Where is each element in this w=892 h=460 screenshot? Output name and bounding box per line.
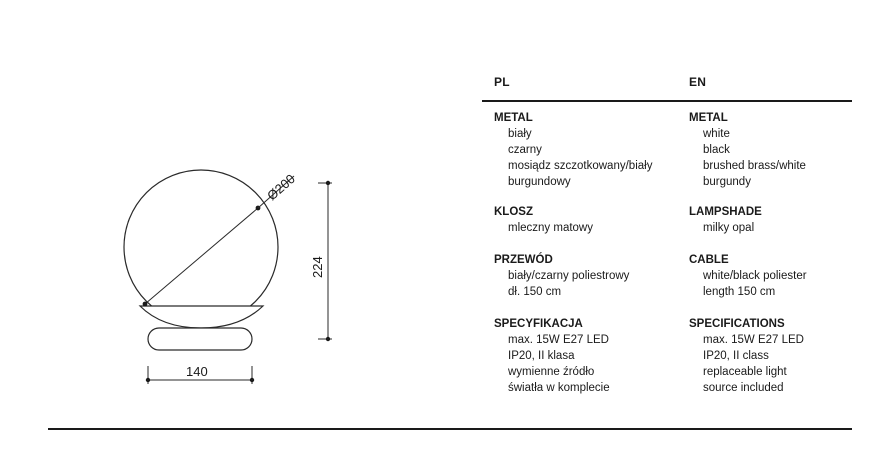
spec-item: dł. 150 cm [508, 286, 562, 298]
height-label: 224 [310, 256, 325, 278]
spec-item: brushed brass/white [703, 160, 806, 172]
height-end-dot [326, 181, 330, 185]
spec-item: światła w komplecie [508, 382, 610, 394]
column-heading-pl: PL [494, 75, 510, 89]
lamp-base-outline [148, 328, 252, 350]
spec-item: czarny [508, 144, 542, 156]
section-metal-en [689, 110, 889, 190]
spec-item: white/black poliester [703, 270, 807, 282]
section-specyfikacja-pl [494, 316, 694, 396]
spec-item: black [703, 144, 730, 156]
spec-item: IP20, II class [703, 350, 769, 362]
spec-item: burgundy [703, 176, 751, 188]
width-label: 140 [186, 364, 208, 379]
spec-item: source included [703, 382, 784, 394]
section-title: SPECIFICATIONS [689, 318, 785, 330]
lamp-dish-outline [140, 306, 263, 328]
section-klosz-pl [494, 204, 694, 236]
height-end-dot [326, 337, 330, 341]
section-specifications-en [689, 316, 889, 396]
width-end-dot [146, 378, 150, 382]
section-title: LAMPSHADE [689, 206, 762, 218]
section-title: CABLE [689, 254, 729, 266]
section-title: KLOSZ [494, 206, 533, 218]
spec-item: IP20, II klasa [508, 350, 575, 362]
width-end-dot [250, 378, 254, 382]
section-title: PRZEWÓD [494, 254, 553, 266]
spec-item: wymienne źródło [508, 366, 595, 378]
lamp-globe-outline [124, 170, 278, 324]
spec-item: mosiądz szczotkowany/biały [508, 160, 653, 172]
column-en [689, 74, 879, 394]
diameter-label: Ø200 [264, 171, 298, 204]
section-metal-pl [494, 110, 694, 190]
spec-item: milky opal [703, 222, 755, 234]
section-cable-en [689, 252, 889, 300]
spec-item: length 150 cm [703, 286, 776, 298]
spec-item: burgundowy [508, 176, 571, 188]
spec-item: biały/czarny poliestrowy [508, 270, 630, 282]
diameter-dimension-line [145, 208, 258, 304]
spec-item: white [703, 128, 730, 140]
spec-item: biały [508, 128, 532, 140]
spec-item: replaceable light [703, 366, 787, 378]
section-title: SPECYFIKACJA [494, 318, 583, 330]
section-przewod-pl [494, 252, 694, 300]
footer-rule [48, 428, 852, 430]
diameter-end-dot [143, 302, 148, 307]
section-title: METAL [494, 112, 533, 124]
spec-item: mleczny matowy [508, 222, 593, 234]
column-heading-en: EN [689, 75, 707, 89]
header-rule [482, 100, 852, 102]
section-lampshade-en [689, 204, 889, 236]
section-title: METAL [689, 112, 728, 124]
column-pl [494, 74, 684, 394]
spec-item: max. 15W E27 LED [508, 334, 609, 346]
spec-item: max. 15W E27 LED [703, 334, 804, 346]
